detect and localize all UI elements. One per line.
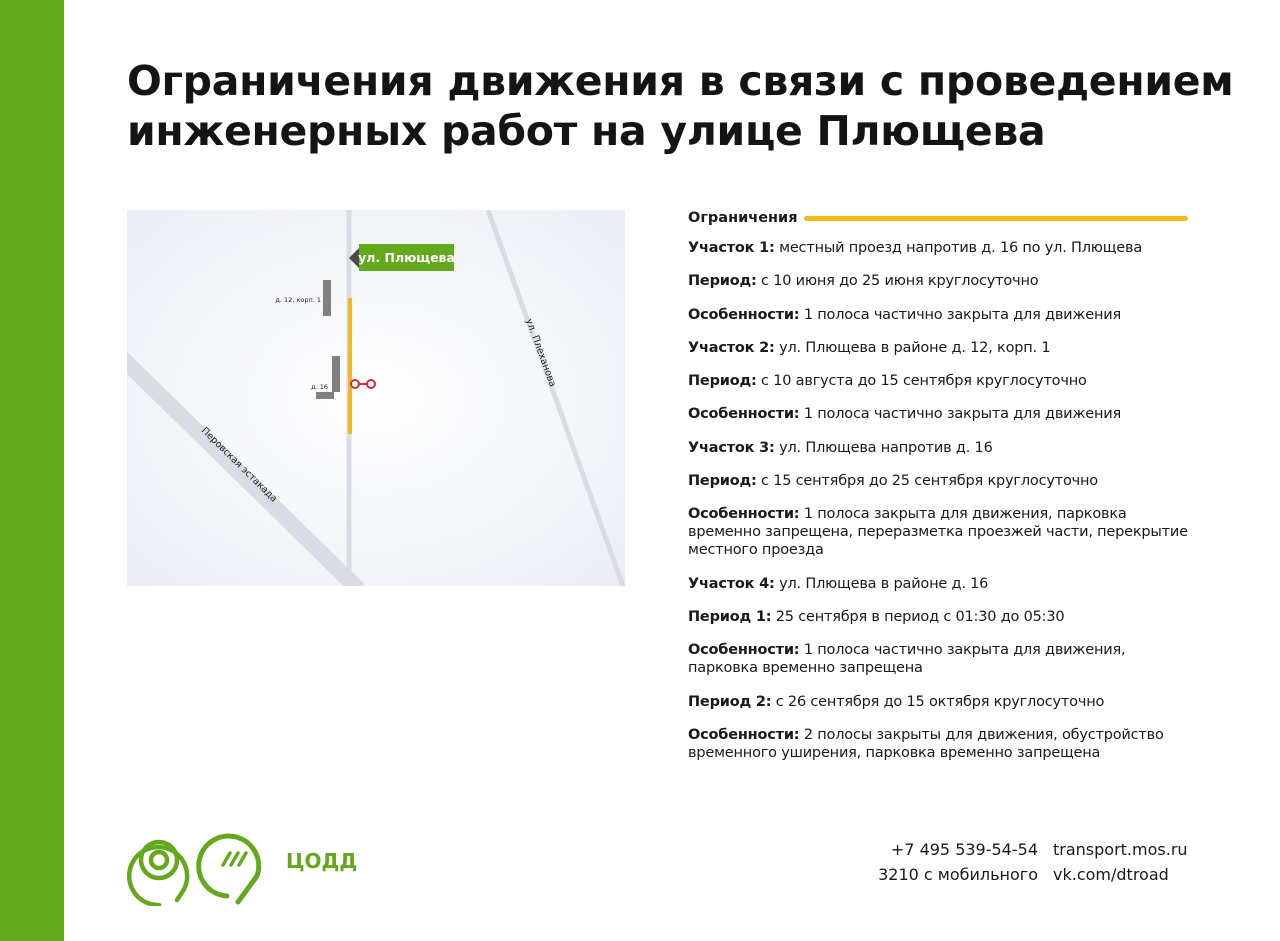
item-text: с 15 сентября до 25 сентября круглосуточно <box>761 473 1098 490</box>
item-label: Участок 2: <box>688 339 775 356</box>
street-tag-label: ул. Плющева <box>358 250 455 265</box>
mobile-number[interactable]: 3210 с мобильного <box>878 865 1038 884</box>
codd-logo-icon <box>199 836 259 902</box>
moscow-transport-logo-icon <box>129 842 187 905</box>
section-4-location <box>688 575 1188 593</box>
item-text: 1 полоса частично закрыта для движения <box>803 406 1122 423</box>
section-1-period <box>688 272 1188 290</box>
contact-links <box>1053 837 1253 887</box>
item-label: Участок 1: <box>688 240 775 256</box>
item-text: 1 полоса частично закрыта для движения <box>803 306 1122 323</box>
building-16-annex <box>316 392 334 399</box>
item-label: Особенности: <box>688 642 800 659</box>
section-2-location <box>688 339 1188 357</box>
item-label: Особенности: <box>688 406 800 423</box>
codd-logo-text: ЦОДД <box>286 849 358 873</box>
vk-link[interactable]: vk.com/dtroad <box>1053 865 1169 884</box>
item-label: Период: <box>688 273 757 290</box>
item-label: Особенности: <box>688 506 800 523</box>
map-canvas <box>127 210 625 586</box>
phone-number[interactable]: +7 495 539-54-54 <box>890 840 1038 859</box>
section-2-features <box>688 405 1188 423</box>
building-12-shape <box>323 280 331 316</box>
logos-canvas <box>127 826 367 906</box>
item-text: 1 полоса закрыта для движения, парковка временно запрещена, переразметка проезжей части, перекрытие местного проезда <box>688 506 1188 559</box>
item-label: Период: <box>688 473 757 490</box>
item-label: Особенности: <box>688 726 800 743</box>
site-link[interactable]: transport.mos.ru <box>1053 840 1188 859</box>
section-1-features <box>688 306 1188 324</box>
footer-logos <box>127 826 367 906</box>
restrictions-heading: Ограничения <box>688 210 798 226</box>
section-3-features <box>688 505 1188 559</box>
item-label: Период 1: <box>688 608 772 625</box>
street-perovskaya-label: Перовская эстакада <box>198 425 280 505</box>
item-text: ул. Плющева в районе д. 12, корп. 1 <box>779 339 1051 356</box>
page-title: Ограничения движения в связи с проведением инженерных работ на улице Плющева <box>127 57 1234 155</box>
item-label: Период: <box>688 373 757 390</box>
building-12-label: д. 12, корп. 1 <box>275 296 321 304</box>
building-16-label: д. 16 <box>311 383 328 391</box>
street-tag <box>349 244 455 271</box>
section-4-features-1 <box>688 641 1188 677</box>
site-map <box>127 210 625 586</box>
item-text: ул. Плющева напротив д. 16 <box>779 439 993 456</box>
item-text: с 26 сентября до 15 октября круглосуточно <box>775 693 1105 710</box>
brand-side-bar <box>0 0 64 941</box>
item-text: 2 полосы закрыты для движения, обустройство временного уширения, парковка временно запрещена <box>688 726 1164 761</box>
item-label: Участок 3: <box>688 439 775 456</box>
contact-phones <box>862 837 1038 887</box>
item-text: ул. Плющева в районе д. 16 <box>779 575 989 592</box>
street-plekhanova-label: ул. Плеханова <box>523 317 559 389</box>
item-label: Участок 4: <box>688 575 775 592</box>
restrictions-panel <box>688 207 1188 777</box>
item-label: Особенности: <box>688 306 800 323</box>
section-4-features-2 <box>688 726 1188 762</box>
section-4-period-2 <box>688 693 1188 711</box>
item-text: с 10 августа до 15 сентября круглосуточно <box>761 373 1087 390</box>
item-label: Период 2: <box>688 693 772 710</box>
section-4-period-1 <box>688 608 1188 626</box>
section-3-location <box>688 439 1188 457</box>
item-text: местный проезд напротив д. 16 по ул. Плющева <box>779 240 1143 256</box>
restrictions-accent-line <box>804 216 1188 221</box>
item-text: 1 полоса частично закрыта для движения, парковка временно запрещена <box>688 642 1126 677</box>
section-3-period <box>688 472 1188 490</box>
item-text: с 10 июня до 25 июня круглосуточно <box>761 273 1039 290</box>
item-text: 25 сентября в период с 01:30 до 05:30 <box>775 608 1065 625</box>
section-1-location <box>688 239 1188 257</box>
building-16-shape <box>332 356 340 392</box>
restrictions-header <box>688 207 1188 229</box>
section-2-period <box>688 372 1188 390</box>
